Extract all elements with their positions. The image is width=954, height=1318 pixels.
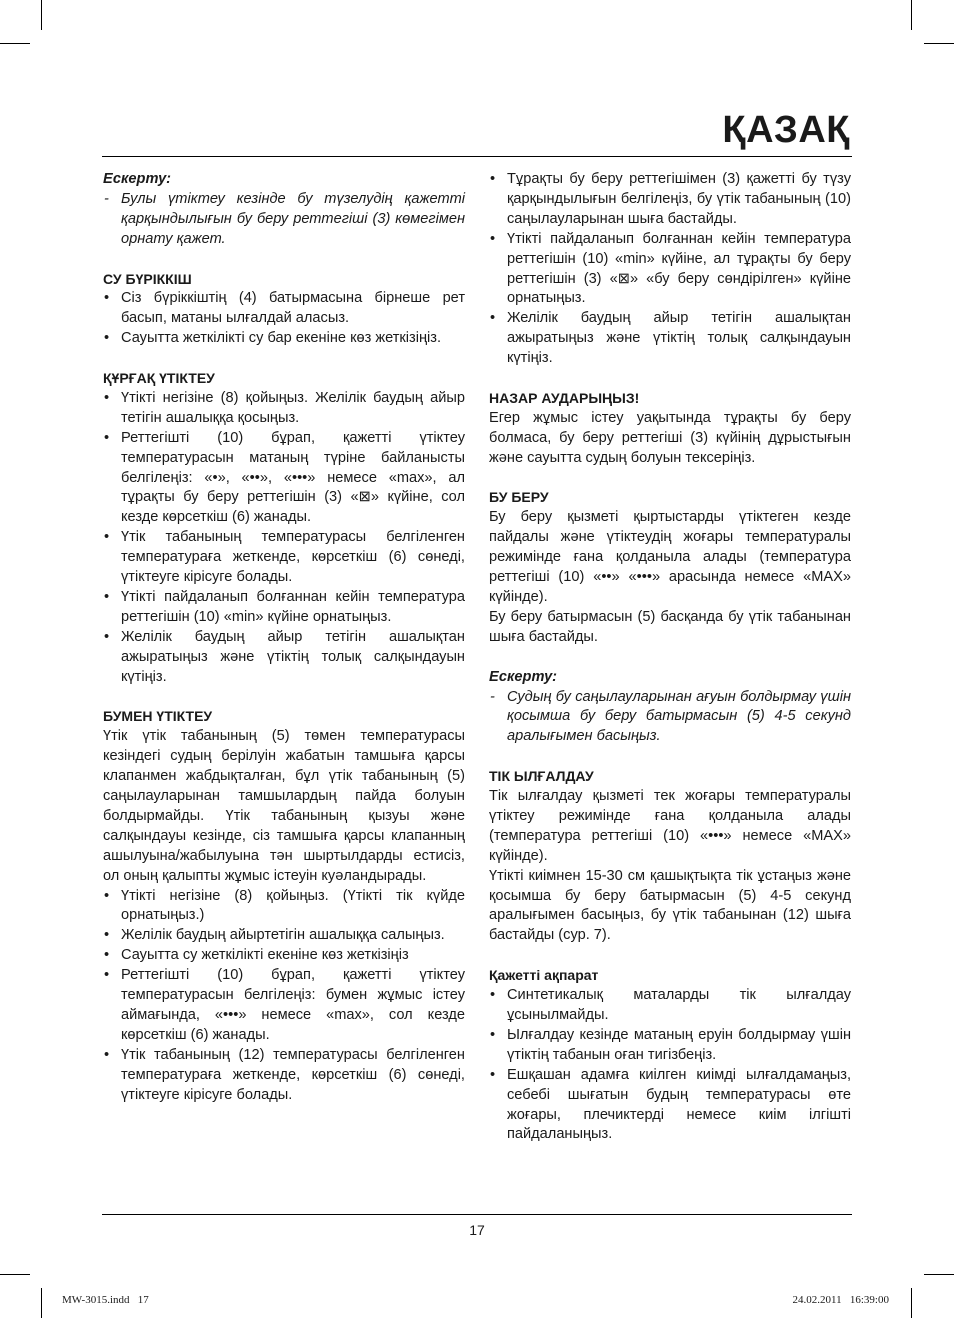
steam-ironing-list	[103, 887, 465, 1106]
file-slug: MW-3015.indd 17	[62, 1294, 149, 1306]
crop-mark	[924, 43, 954, 44]
note-item: - Булы үтіктеу кезінде бу түзелудің қажетті қарқындылығын бу беру реттегіші (3) көмегімен орнату қажет.	[104, 190, 465, 247]
list-item: • Үтікті пайдаланып болғаннан кейін температура реттегішін (10) «min» күйіне орнатыңыз.	[104, 589, 465, 625]
info-list	[489, 986, 851, 1145]
dry-ironing-list	[103, 389, 465, 688]
section-heading-sprayer: СУ БҮРІККІШ	[103, 270, 192, 287]
crop-mark	[911, 0, 912, 30]
list-item: • Үтікті пайдаланып болғаннан кейін температура реттегішін (10) «min» күйіне, ал тұрақты бу беру реттегішін (3) «⊠» «бу беру сөндірілген» күйіне орнатыңыз.	[490, 230, 851, 307]
vertical-steam-paragraph: Тік ылғалдау қызметі тек жоғары температуралы үтіктеу режимінде ғана қолданыла алады (температура реттегіші (10) «•••» немесе «MAX» күйінде).	[489, 788, 851, 864]
note-list	[103, 190, 465, 250]
list-item: • Ешқашан адамға киілген киімді ылғалдамаңыз, себебі шығатын будың температурасы өте жоғары, плечиктерді немесе киім ілгішті пайдаланыңыз.	[490, 1066, 851, 1143]
list-item: • Сіз бүріккіштің (4) батырмасына бірнеше рет басып, матаны ылғалдай аласыз.	[104, 290, 465, 327]
footer-rule	[102, 1214, 852, 1215]
list-item: • Желілік баудың айыр тетігін ашалықтан ажыратыңыз және үтіктің толық салқындауын күтіңіз.	[104, 628, 465, 685]
note-heading: Ескерту:	[489, 668, 558, 685]
list-item: • Тұрақты бу беру реттегішімен (3) қажетті бу түзу қарқындылығын белгілеңіз, бу үтік табанының (10) саңылауларынан шыға бастайды.	[490, 171, 851, 227]
right-column	[489, 170, 851, 1145]
section-heading-attention: НАЗАР АУДАРЫҢЫЗ!	[489, 389, 640, 406]
section-heading-info: Қажетті ақпарат	[489, 967, 599, 984]
page-number: 17	[469, 1222, 485, 1238]
note-heading: Ескерту:	[103, 171, 172, 187]
vertical-steam-paragraph: Үтікті киімнен 15-30 см қашықтықта тік ұстаңыз және қосымша бу беру батырмасын (5) 4-5 секунд аралығымен басыңыз, бу үтік табанынан (12) шыға бастайды (сур. 7).	[489, 867, 851, 944]
list-item: • Үтікті негізіне (8) қойыңыз. (Үтікті тік күйде орнатыңыз.)	[104, 887, 465, 924]
crop-mark	[41, 1288, 42, 1318]
steam-continued-list	[489, 170, 851, 369]
crop-mark	[0, 1274, 30, 1275]
section-heading-dry-ironing: ҚҰРҒАҚ ҮТІКТЕУ	[103, 370, 215, 387]
list-item: • Реттегішті (10) бұрап, қажетті үтіктеу температурасын матаның түріне байланысты белгілеңіз: «•», «••», «•••» немесе «max», ал тұрақты бу беру реттегішін (3) «⊠» күйіне, сол кезде көрсеткіш (6) жанады.	[104, 429, 465, 526]
list-item: • Реттегішті (10) бұрап, қажетті үтіктеу температурасын белгілеңіз: бумен жұмыс істеу аймағында, «•••» немесе «max», сол кезде көрсеткіш (6) жанады.	[104, 967, 465, 1043]
steam-paragraph: Үтік үтік табанының (5) төмен температурасы кезіндегі судың берілуін жабатын тамшыға қарсы клапанмен жабдықталған, бұл үтік табанының (5) саңылауларынан тамшылардың пайда болуын болдырмайды. Үтік табанының қызуы және салқындауы кезінде, сіз тамшыға қарсы клапанның ашылуына/жабылуына тән шыртылдарды естисіз, ол оның қалыпты жұмыс істеуін куәландырады.	[103, 728, 465, 884]
section-heading-vertical-steam: ТІК ЫЛҒАЛДАУ	[489, 768, 594, 785]
print-timestamp: 24.02.2011 16:39:00	[792, 1294, 889, 1306]
list-item: • Үтікті негізіне (8) қойыңыз. Желілік баудың айыр тетігін ашалыққа қосыңыз.	[104, 389, 465, 426]
list-item: • Желілік баудың айыртетігін ашалыққа салыңыз.	[104, 927, 445, 944]
left-column	[103, 170, 465, 1106]
crop-mark	[41, 0, 42, 30]
sprayer-list	[103, 289, 465, 349]
list-item: • Желілік баудың айыр тетігін ашалықтан ажыратыңыз және үтіктің толық салқындауын күтіңіз.	[490, 310, 851, 367]
header-rule	[102, 156, 852, 157]
list-item: • Үтік табанының температурасы белгіленген температураға жеткенде, көрсеткіш (6) сөнеді, үтіктеуге кірісуге болады.	[104, 529, 465, 586]
section-heading-steam-ironing: БУМЕН ҮТІКТЕУ	[103, 708, 213, 725]
crop-mark	[911, 1288, 912, 1318]
section-heading-steam-burst: БУ БЕРУ	[489, 489, 549, 506]
list-item: • Синтетикалық маталарды тік ылғалдау ұсынылмайды.	[490, 987, 851, 1023]
crop-mark	[0, 43, 30, 44]
attention-paragraph: Егер жұмыс істеу уақытында тұрақты бу беру болмаса, бу беру реттегіші (3) күйінің дұрыстығын және сауытта судың болуын тексеріңіз.	[489, 409, 851, 466]
page-title: ҚАЗАҚ	[722, 109, 850, 151]
steam-burst-paragraph: Бу беру қызметі қыртыстарды үтіктеген кезде пайдалы және үтіктеудің жоғары температуралы режимінде ғана қолданыла алады (температура реттегіші (10) «••» «•••» арасында немесе «MAX» күйінде).	[489, 509, 851, 605]
list-item: • Сауытта жеткілікті су бар екеніне көз жеткізіңіз.	[104, 330, 442, 347]
crop-mark	[924, 1274, 954, 1275]
list-item: • Сауытта су жеткілікті екеніне көз жеткізіңіз	[104, 947, 409, 964]
list-item: • Үтік табанының (12) температурасы белгіленген температураға жеткенде, көрсеткіш (6) сөнеді, үтіктеуге кірісуге болады.	[104, 1046, 465, 1103]
note-item: - Судың бу саңылауларынан ағуын болдырмау үшін қосымша бу беру батырмасын (5) 4-5 секунд аралығымен басыңыз.	[490, 688, 851, 745]
list-item: • Ылғалдау кезінде матаның еруін болдырмау үшін үтіктің табанын оған тигізбеңіз.	[490, 1026, 851, 1063]
note-list	[489, 688, 851, 748]
steam-burst-paragraph: Бу беру батырмасын (5) басқанда бу үтік табанынан шыға бастайды.	[489, 608, 851, 645]
